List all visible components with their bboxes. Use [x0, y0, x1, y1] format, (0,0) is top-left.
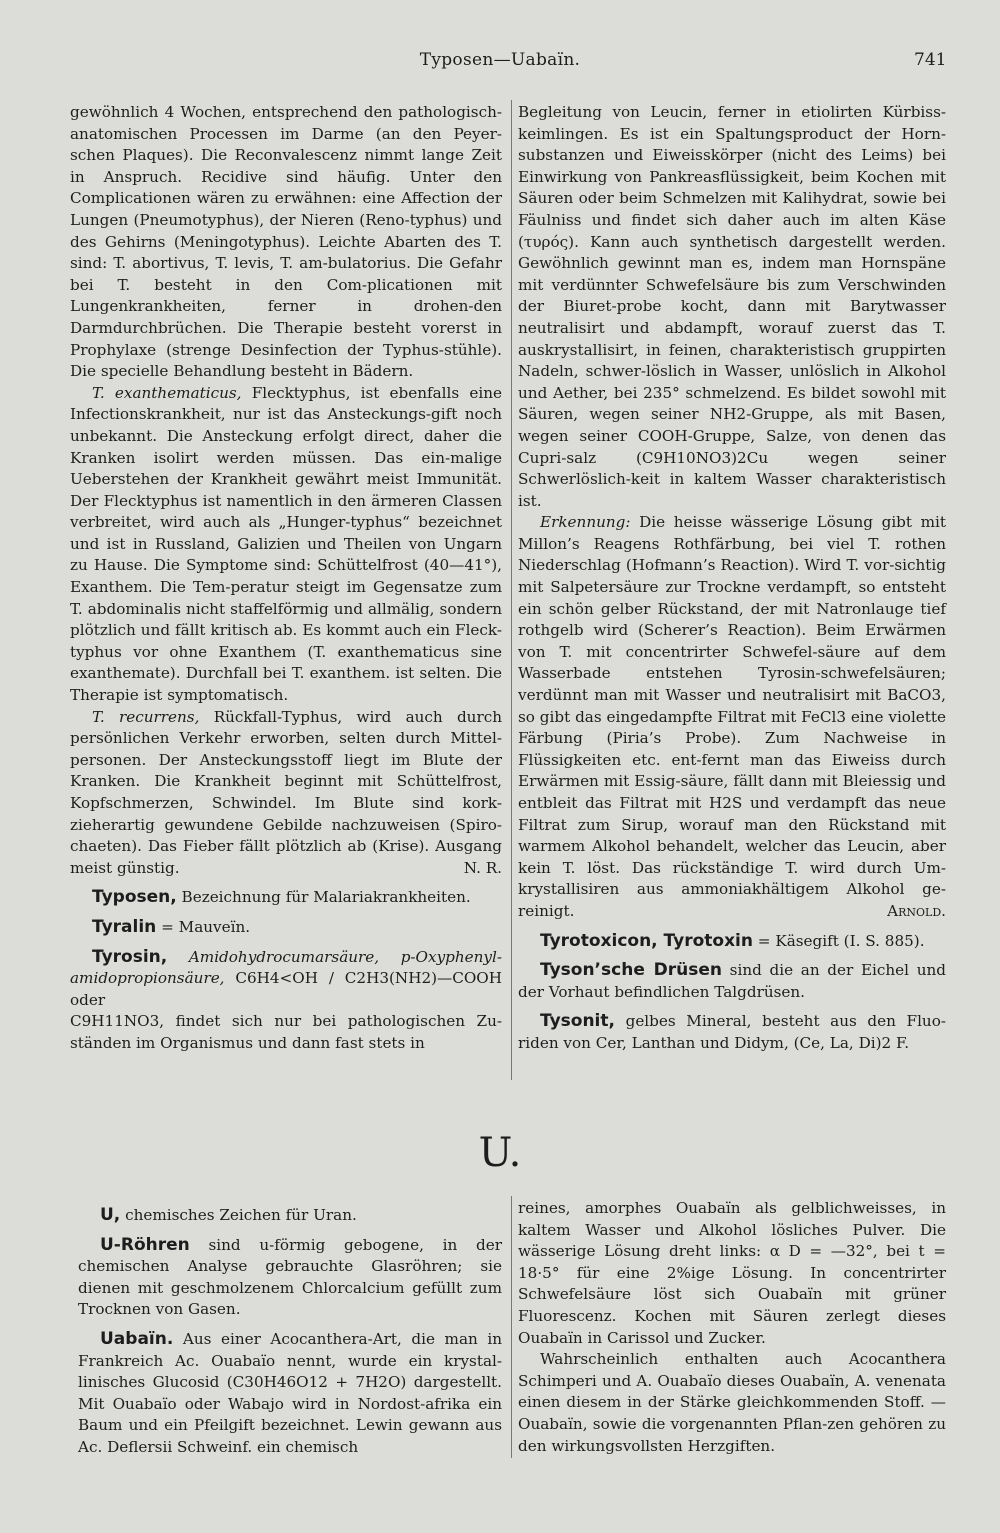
recurrens-text: Rückfall-Typhus, wird auch durch persönlichen Verkehr erworben, selten durch Mittel-personen. Der Ansteckungsstoff liegt im Blute der Kranken. Die Krankheit beginnt mit Schüttelfrost, Kopfschmerzen, Schwindel. Im Blute sind kork-zieherartig gewundene Gebilde nachzuweisen (Spiro-chaeten). Das Fieber fällt plötzlich ab (Krise). Ausgang meist günstig.: [70, 707, 502, 877]
lemma-u-rohren: U-Röhren: [100, 1234, 190, 1255]
entry-tyralin: [70, 917, 502, 939]
tyrotoxicon-definition: = Käsegift (I. S. 885).: [752, 931, 925, 950]
erkennung-term: Erkennung:: [540, 513, 631, 532]
uabain-definition: Aus einer Acocanthera-Art, die man in Frankreich Ac. Ouabaïo nennt, wurde ein krystal-linisches Glucosid (C30H46O12 + 7H2O) dargestellt. Mit Ouabaïo oder Wabajo wird in Nordost-afrika ein Baum und ein Pfeilgift bezeichnet. Lewin gewann aus Ac. Deflersii Schweinf. ein chemisch: [78, 1329, 502, 1456]
author-signature: N. R.: [463, 858, 502, 877]
tyrosin-text: C9H11NO3, findet sich nur bei pathologischen Zu-ständen im Organismus und dann fast stets in: [70, 1012, 502, 1052]
lemma-uabain: Uabaïn.: [100, 1328, 174, 1349]
u-definition: chemisches Zeichen für Uran.: [120, 1206, 357, 1224]
running-head: Typosen—Uabaïn.: [419, 50, 581, 70]
entry-tysonit: [518, 1011, 946, 1054]
tyrosin-formula: C6H4<OH / C2H3(NH2)—COOH oder: [70, 969, 502, 1009]
lemma-tyrosin: Tyrosin,: [92, 946, 168, 967]
typhus-paragraph: gewöhnlich 4 Wochen, entsprechend den pathologisch-anatomischen Processen im Darme (an den Peyer-schen Plaques). Die Reconvalescenz nimmt lange Zeit in Anspruch. Recidive sind häufig. Unter den Complicationen wären zu erwähnen: eine Affection der Lungen (Pneumotyphus), der Nieren (Reno-typhus) und des Gehirns (Meningotyphus). Leichte Abarten des T. sind: T. abortivus, T. levis, T. am-bulatorius. Die Gefahr bei T. besteht in den Com-plicationen mit Lungenkrankheiten, ferner in drohen-den Darmdurchbrüchen. Die Therapie besteht vorerst in Prophylaxe (strenge Desinfection der Typhus-stühle). Die specielle Behandlung besteht in Bädern.: [70, 103, 502, 381]
u-rohren-definition: sind u-förmig gebogene, in der chemischen Analyse gebrauchte Glasröhren; sie dienen mit geschmolzenem Chlorcalcium gefüllt zum Trocknen von Gasen.: [78, 1235, 502, 1319]
page-number: 741: [914, 50, 947, 70]
exanthematicus-paragraph: [70, 383, 502, 707]
exanthematicus-text: Flecktyphus, ist ebenfalls eine Infectionskrankheit, nur ist das Ansteckungs-gift noch unbekannt. Die Ansteckung erfolgt direct, daher die Kranken isolirt werden müssen. Das ein-malige Ueberstehen der Krankheit gewährt meist Immunität. Der Flecktyphus ist namentlich in den ärmeren Classen verbreitet, wird auch als „Hunger-typhus“ bezeichnet und ist in Russland, Galizien und Theilen von Ungarn zu Hause. Die Symptome sind: Schüttelfrost (40—41°), Exanthem. Die Tem-peratur steigt im Gegensatze zum T. abdominalis nicht staffelförmig und allmälig, sondern plötzlich und fällt kritisch ab. Es kommt auch ein Fleck-typhus vor ohne Exanthem (T. exanthematicus sine exanthemate). Durchfall bei T. exanthem. ist selten. Die Therapie ist symptomatisch.: [70, 383, 503, 705]
lemma-u: U,: [100, 1205, 121, 1225]
uabain-continued-paragraph: reines, amorphes Ouabaïn als gelblichweisses, in kaltem Wasser und Alkohol lösliches Pulver. Die wässerige Lösung dreht links: α D = —32°, bei t = 18·5° für eine 2%ige Lösung. In concentrirter Schwefelsäure löst sich Ouabaïn mit grüner Fluorescenz. Kochen mit Säuren zerlegt dieses Ouabaïn in Carissol und Zucker.: [518, 1199, 946, 1347]
entry-uabain: [78, 1329, 502, 1459]
entry-tyrosin: [70, 947, 502, 1012]
entry-tyrotoxicon: [518, 931, 946, 953]
erkennung-paragraph: [518, 512, 946, 922]
top-right-column: [518, 102, 946, 1055]
lemma-typosen: Typosen,: [92, 887, 177, 908]
lemma-tyson: Tyson’sche Drüsen: [540, 960, 722, 981]
column-divider-bottom: [511, 1196, 512, 1458]
erkennung-text: Die heisse wässerige Lösung gibt mit Millon’s Reagens Rothfärbung, bei viel T. rothen Niederschlag (Hofmann’s Reaction). Wird T. vor-sichtig mit Salpetersäure zur Trockne verdampft, so entsteht ein schön gelber Rückstand, der mit Natronlauge tief rothgelb wird (Scherer’s Reaction). Beim Erwärmen von T. mit concentrirter Schwefel-säure auf dem Wasserbade entstehen Tyrosin-schwefelsäuren; verdünnt man mit Wasser und neutralisirt mit BaCO3, so gibt das eingedampfte Filtrat mit FeCl3 eine violette Färbung (Piria’s Probe). Zum Nachweise in Flüssigkeiten etc. ent-fernt man das Eiweiss durch Erwärmen mit Essig-säure, fällt dann mit Bleiessig und entbleit das Filtrat mit H2S und verdampft das neue Filtrat zum Sirup, worauf man den Rückstand mit warmem Alkohol behandelt, welcher das Leucin, aber kein T. löst. Das rückständige T. wird durch Um-krystallisiren aus ammoniakhältigem Alkohol ge-reinigt.: [518, 513, 946, 920]
tyralin-definition: = Mauveïn.: [156, 917, 251, 936]
bottom-left-column: [78, 1205, 502, 1459]
tyrosin-synonyms: Amidohydrocumarsäure, p-Oxyphenyl-amidopropionsäure,: [70, 947, 502, 988]
exanthematicus-term: T. exanthematicus,: [92, 383, 242, 402]
typosen-definition: Bezeichnung für Malariakrankheiten.: [176, 888, 471, 907]
tyson-definition: sind die an der Eichel und der Vorhaut befindlichen Talgdrüsen.: [518, 961, 946, 1001]
lemma-tysonit: Tysonit,: [540, 1011, 615, 1032]
top-left-column: [70, 102, 502, 1055]
tyrosin-continued-paragraph: Begleitung von Leucin, ferner in etiolirten Kürbiss-keimlingen. Es ist ein Spaltungsproduct der Horn-substanzen und Eiweisskörper (nicht des Leims) bei Einwirkung von Pankreasflüssigkeit, beim Kochen mit Säuren oder beim Schmelzen mit Kalihydrat, sowie bei Fäulniss und findet sich daher auch im alten Käse (τυρός). Kann auch synthetisch dargestellt werden. Gewöhnlich gewinnt man es, indem man Hornspäne mit verdünnter Schwefelsäure bis zum Verschwinden der Biuret-probe kocht, dann mit Barytwasser neutralisirt und abdampft, worauf zuerst das T. auskrystallisirt, in feinen, charakteristisch gruppirten Nadeln, schwer-löslich in Wasser, unlöslich in Alkohol und Aether, bei 235° schmelzend. Es bildet sowohl mit Säuren, wegen seiner NH2-Gruppe, als mit Basen, wegen seiner COOH-Gruppe, Salze, von denen das Cupri-salz (C9H10NO3)2Cu wegen seiner Schwerlöslich-keit in kaltem Wasser charakteristisch ist.: [518, 103, 946, 510]
entry-tyson: [518, 960, 946, 1003]
author-signature-arnold: Arnold.: [887, 901, 946, 920]
recurrens-term: T. recurrens,: [92, 707, 200, 726]
tysonit-definition: gelbes Mineral, besteht aus den Fluo-riden von Cer, Lanthan und Didym, (Ce, La, Di)2 F.: [518, 1012, 946, 1052]
column-divider-top: [511, 100, 512, 1080]
acocanthera-paragraph: Wahrscheinlich enthalten auch Acocanthera Schimperi und A. Ouabaïo dieses Ouabaïn, A. venenata einen diesem in der Stärke gleichkommenden Stoff. — Ouabaïn, sowie die vorgenannten Pflan-zen gehören zu den wirkungsvollsten Herzgiften.: [518, 1350, 946, 1455]
bottom-right-column: [518, 1198, 946, 1457]
entry-u-rohren: [78, 1235, 502, 1321]
section-letter: U.: [478, 1130, 522, 1176]
entry-typosen: [70, 887, 502, 909]
recurrens-paragraph: [70, 707, 502, 880]
lemma-tyrotoxicon: Tyrotoxicon, Tyrotoxin: [540, 930, 753, 951]
lemma-tyralin: Tyralin: [92, 916, 157, 937]
entry-u: [78, 1205, 502, 1227]
